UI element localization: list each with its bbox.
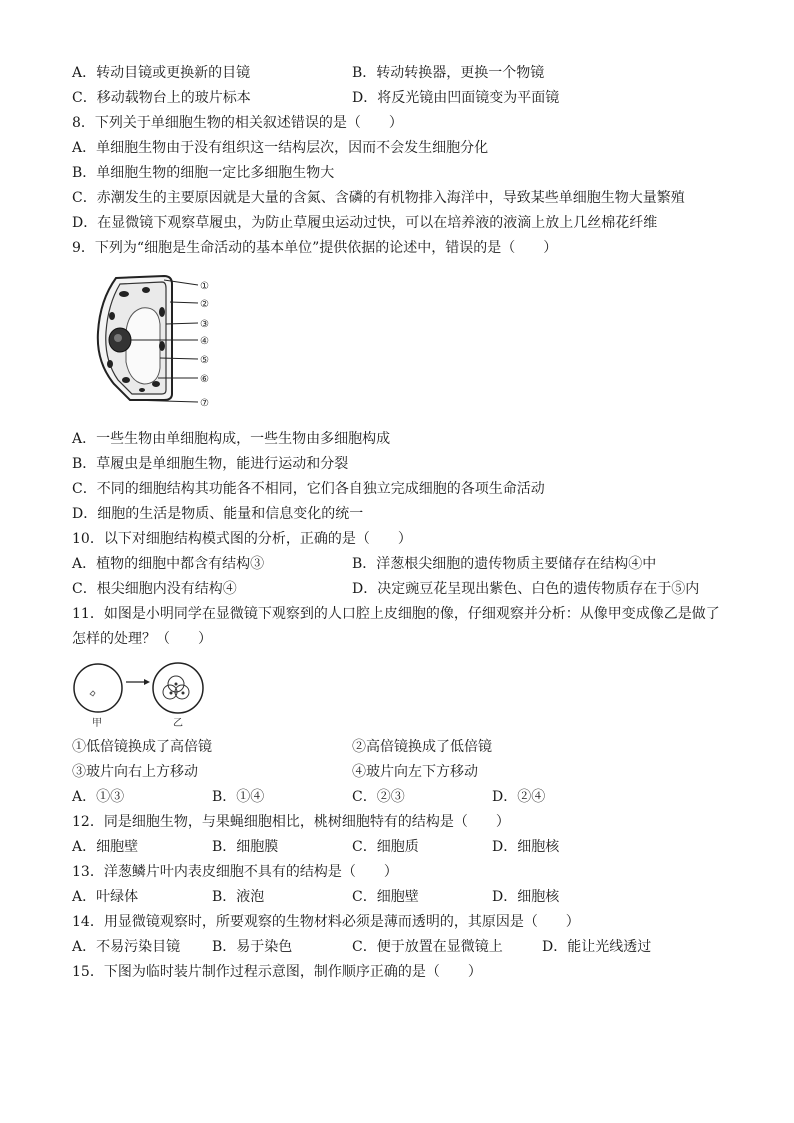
- q10-option-a: A．植物的细胞中都含有结构③: [72, 556, 265, 572]
- cell-nucleus: [170, 692, 173, 695]
- q9-option-c: C．不同的细胞结构其功能各不相同，它们各自独立完成细胞的各项生命活动: [72, 481, 545, 497]
- label-jia: 甲: [92, 718, 102, 729]
- q12-option-c: C．细胞质: [352, 839, 419, 855]
- vacuole: [126, 308, 160, 384]
- chloroplast: [122, 377, 130, 383]
- q8-option-b: B．单细胞生物的细胞一定比多细胞生物大: [72, 165, 335, 181]
- q14-option-d: D．能让光线透过: [542, 939, 652, 955]
- q13-option-d: D．细胞核: [492, 889, 560, 905]
- q11-option-a: A．①③: [72, 789, 125, 805]
- q8-option-d: D．在显微镜下观察草履虫，为防止草履虫运动过快，可以在培养液的液滴上放上几丝棉花纤维: [72, 215, 658, 231]
- q11-item-4: ④玻片向左下方移动: [352, 764, 478, 780]
- q12-stem: 12．同是细胞生物，与果蝇细胞相比，桃树细胞特有的结构是（ ）: [72, 814, 510, 830]
- q14-option-a: A．不易污染目镜: [72, 939, 181, 955]
- q11-item-3: ③玻片向右上方移动: [72, 764, 198, 780]
- q15-stem: 15．下图为临时装片制作过程示意图，制作顺序正确的是（ ）: [72, 964, 482, 980]
- q9-stem: 9．下列为“细胞是生命活动的基本单位”提供依据的论述中，错误的是（ ）: [72, 240, 558, 256]
- q13-option-c: C．细胞壁: [352, 889, 419, 905]
- q13-option-a: A．叶绿体: [72, 889, 139, 905]
- label-5: ⑤: [200, 355, 209, 366]
- arrow-head: [144, 679, 150, 685]
- q9-option-d: D．细胞的生活是物质、能量和信息变化的统一: [72, 506, 364, 522]
- label-6: ⑥: [200, 374, 209, 385]
- plant-cell-diagram: [86, 272, 222, 418]
- chloroplast: [159, 307, 165, 317]
- q11-option-b: B．①④: [212, 789, 265, 805]
- q11-stem-line2: 怎样的处理？（ ）: [72, 631, 212, 647]
- label-4: ④: [200, 336, 209, 347]
- nucleolus: [114, 334, 122, 342]
- chloroplast: [152, 381, 160, 387]
- q11-option-d: D．②④: [492, 789, 546, 805]
- label-3: ③: [200, 319, 209, 330]
- q11-stem-line1: 11．如图是小明同学在显微镜下观察到的人口腔上皮细胞的像，仔细观察并分析：从像甲变成像乙是做了: [72, 606, 720, 622]
- q11-item-1: ①低倍镜换成了高倍镜: [72, 739, 212, 755]
- cell-nucleus: [175, 683, 178, 686]
- view-jia-circle: [74, 664, 122, 712]
- chloroplast: [109, 312, 115, 320]
- q12-option-a: A．细胞壁: [72, 839, 139, 855]
- view-yi-circle: [153, 663, 203, 713]
- q7-option-b: B．转动转换器，更换一个物镜: [352, 65, 545, 81]
- q8-option-a: A．单细胞生物由于没有组织这一结构层次，因而不会发生细胞分化: [72, 140, 489, 156]
- q13-stem: 13．洋葱鳞片叶内表皮细胞不具有的结构是（ ）: [72, 864, 398, 880]
- q9-option-a: A．一些生物由单细胞构成，一些生物由多细胞构成: [72, 431, 391, 447]
- q14-option-b: B．易于染色: [212, 939, 293, 955]
- label-7: ⑦: [200, 398, 209, 409]
- q9-option-b: B．草履虫是单细胞生物，能进行运动和分裂: [72, 456, 349, 472]
- label-2: ②: [200, 299, 209, 310]
- q10-option-b: B．洋葱根尖细胞的遗传物质主要储存在结构④中: [352, 556, 657, 572]
- q11-option-c: C．②③: [352, 789, 405, 805]
- q11-item-2: ②高倍镜换成了低倍镜: [352, 739, 492, 755]
- chloroplast: [119, 291, 129, 297]
- chloroplast: [159, 341, 165, 351]
- microscope-view-figure: [72, 658, 212, 730]
- q14-option-c: C．便于放置在显微镜上: [352, 939, 503, 955]
- chloroplast: [139, 388, 145, 392]
- chloroplast: [107, 360, 113, 368]
- q10-option-d: D．决定豌豆花呈现出紫色、白色的遗传物质存在于⑤内: [352, 581, 700, 597]
- q12-option-b: B．细胞膜: [212, 839, 279, 855]
- q13-option-b: B．液泡: [212, 889, 265, 905]
- label-yi: 乙: [173, 718, 183, 729]
- q7-option-a: A．转动目镜或更换新的目镜: [72, 65, 251, 81]
- chloroplast: [142, 287, 150, 293]
- q10-stem: 10．以下对细胞结构模式图的分析，正确的是（ ）: [72, 531, 412, 547]
- label-1: ①: [200, 281, 209, 292]
- q7-option-c: C．移动载物台上的玻片标本: [72, 90, 251, 106]
- q8-option-c: C．赤潮发生的主要原因就是大量的含氮、含磷的有机物排入海洋中，导致某些单细胞生物大量繁殖: [72, 190, 685, 206]
- q10-option-c: C．根尖细胞内没有结构④: [72, 581, 237, 597]
- q8-stem: 8．下列关于单细胞生物的相关叙述错误的是（ ）: [72, 115, 403, 131]
- q14-stem: 14．用显微镜观察时，所要观察的生物材料必须是薄而透明的，其原因是（ ）: [72, 914, 580, 930]
- cell-nucleus: [182, 692, 185, 695]
- q7-option-d: D．将反光镜由凹面镜变为平面镜: [352, 90, 560, 106]
- q12-option-d: D．细胞核: [492, 839, 560, 855]
